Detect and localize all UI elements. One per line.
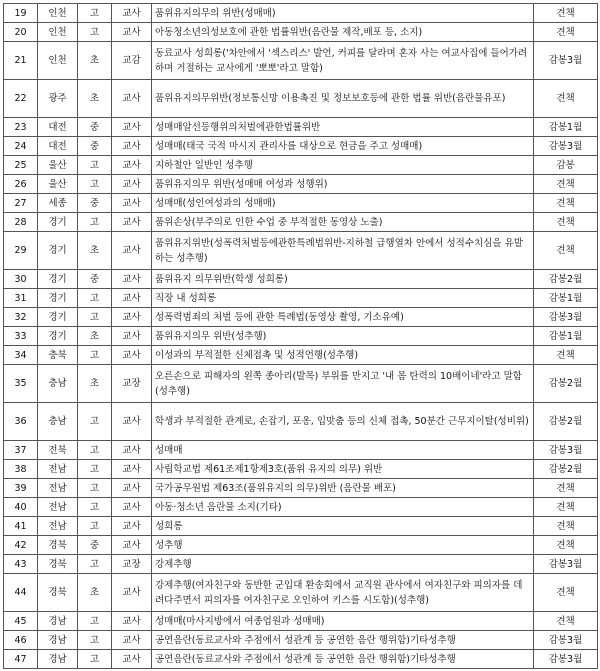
- cell-position: 교사: [112, 194, 152, 213]
- table-row: [4, 23, 598, 42]
- cell-school-level: 중: [78, 270, 112, 289]
- cell-region: 전남: [38, 479, 78, 498]
- cell-position: 교사: [112, 517, 152, 536]
- cell-number: 39: [4, 479, 38, 498]
- cell-number: 29: [4, 232, 38, 270]
- cell-position: 교사: [112, 270, 152, 289]
- table-row: [4, 175, 598, 194]
- cell-disciplinary-action: 견책: [534, 80, 598, 118]
- cell-number: 24: [4, 137, 38, 156]
- cell-disciplinary-action: 견책: [534, 612, 598, 631]
- cell-region: 경북: [38, 536, 78, 555]
- cell-school-level: 초: [78, 80, 112, 118]
- cell-position: 교사: [112, 213, 152, 232]
- cell-disciplinary-action: 감봉3월: [534, 137, 598, 156]
- cell-region: 세종: [38, 194, 78, 213]
- cell-disciplinary-action: 감봉2월: [534, 460, 598, 479]
- cell-region: 대전: [38, 118, 78, 137]
- cell-region: 경북: [38, 555, 78, 574]
- table-row: [4, 650, 598, 669]
- cell-violation: 품위유지의무 위반(성추행): [152, 327, 534, 346]
- table-row: [4, 574, 598, 612]
- cell-region: 울산: [38, 175, 78, 194]
- cell-school-level: 초: [78, 232, 112, 270]
- table-row: [4, 80, 598, 118]
- cell-disciplinary-action: 견책: [534, 479, 598, 498]
- cell-violation: 공연음란(동료교사와 주점에서 성관계 등 공연한 음란 행위함)기타성추행: [152, 650, 534, 669]
- cell-disciplinary-action: 감봉1월: [534, 327, 598, 346]
- table-row: [4, 232, 598, 270]
- table-row: [4, 555, 598, 574]
- cell-region: 경기: [38, 232, 78, 270]
- cell-violation: 성폭력범죄의 처벌 등에 관한 특례법(동영상 촬영, 기소유예): [152, 308, 534, 327]
- cell-region: 전남: [38, 460, 78, 479]
- cell-violation: 성매매(마사지방에서 여종업원과 성매매): [152, 612, 534, 631]
- cell-position: 교사: [112, 460, 152, 479]
- cell-number: 42: [4, 536, 38, 555]
- cell-position: 교장: [112, 365, 152, 403]
- cell-disciplinary-action: 감봉3월: [534, 42, 598, 80]
- cell-region: 울산: [38, 156, 78, 175]
- cell-disciplinary-action: 감봉2월: [534, 403, 598, 441]
- table-row: [4, 213, 598, 232]
- cell-number: 32: [4, 308, 38, 327]
- cell-position: 교사: [112, 650, 152, 669]
- cell-violation: 품위유지위반(성폭력처벌등에관한특례법위반-지하철 급행열차 안에서 성적수치심을 유발하는 성추행): [152, 232, 534, 270]
- cell-school-level: 고: [78, 612, 112, 631]
- cell-school-level: 중: [78, 137, 112, 156]
- cell-position: 교사: [112, 308, 152, 327]
- cell-number: 25: [4, 156, 38, 175]
- cell-position: 교사: [112, 479, 152, 498]
- cell-number: 41: [4, 517, 38, 536]
- table-row: [4, 327, 598, 346]
- cell-region: 광주: [38, 80, 78, 118]
- cell-position: 교사: [112, 498, 152, 517]
- cell-region: 전남: [38, 498, 78, 517]
- cell-violation: 지하철안 일반인 성추행: [152, 156, 534, 175]
- table-row: [4, 289, 598, 308]
- cell-school-level: 초: [78, 327, 112, 346]
- cell-disciplinary-action: 감봉3월: [534, 650, 598, 669]
- cell-school-level: 고: [78, 650, 112, 669]
- cell-disciplinary-action: 견책: [534, 346, 598, 365]
- cell-school-level: 고: [78, 517, 112, 536]
- cell-disciplinary-action: 견책: [534, 194, 598, 213]
- cell-disciplinary-action: 견책: [534, 517, 598, 536]
- cell-number: 22: [4, 80, 38, 118]
- cell-disciplinary-action: 감봉1월: [534, 289, 598, 308]
- cell-violation: 강제추행: [152, 555, 534, 574]
- cell-region: 대전: [38, 137, 78, 156]
- cell-violation: 품위유지 의무위반(학생 성희롱): [152, 270, 534, 289]
- cell-position: 교사: [112, 175, 152, 194]
- cell-region: 경기: [38, 327, 78, 346]
- cell-school-level: 고: [78, 555, 112, 574]
- cell-disciplinary-action: 감봉2월: [534, 365, 598, 403]
- table-row: [4, 536, 598, 555]
- table-row: [4, 118, 598, 137]
- cell-violation: 이성과의 부적절한 신체접촉 및 성적언행(성추행): [152, 346, 534, 365]
- cell-position: 교장: [112, 555, 152, 574]
- cell-disciplinary-action: 견책: [534, 574, 598, 612]
- cell-violation: 품위손상(부주의로 인한 수업 중 부적절한 동영상 노출): [152, 213, 534, 232]
- cell-region: 경남: [38, 650, 78, 669]
- cell-region: 경북: [38, 574, 78, 612]
- cell-disciplinary-action: 감봉: [534, 156, 598, 175]
- cell-violation: 사립학교법 제61조제1항제3호(품위 유지의 의무) 위반: [152, 460, 534, 479]
- cell-number: 26: [4, 175, 38, 194]
- cell-school-level: 중: [78, 536, 112, 555]
- cell-region: 경남: [38, 631, 78, 650]
- cell-disciplinary-action: 견책: [534, 536, 598, 555]
- cell-number: 44: [4, 574, 38, 612]
- table-row: [4, 365, 598, 403]
- table-row: [4, 612, 598, 631]
- table-row: [4, 460, 598, 479]
- table-row: [4, 346, 598, 365]
- cell-number: 36: [4, 403, 38, 441]
- cell-disciplinary-action: 견책: [534, 498, 598, 517]
- cell-position: 교사: [112, 4, 152, 23]
- cell-school-level: 고: [78, 156, 112, 175]
- cell-violation: 성희롱: [152, 517, 534, 536]
- cell-number: 43: [4, 555, 38, 574]
- cell-region: 충남: [38, 365, 78, 403]
- cell-violation: 국가공무원법 제63조(품위유지의 의무)위반 (음란물 배포): [152, 479, 534, 498]
- cell-position: 교사: [112, 289, 152, 308]
- cell-disciplinary-action: 감봉3월: [534, 631, 598, 650]
- cell-region: 전북: [38, 441, 78, 460]
- cell-position: 교사: [112, 574, 152, 612]
- cell-region: 인천: [38, 23, 78, 42]
- cell-violation: 성매매: [152, 441, 534, 460]
- cell-position: 교감: [112, 42, 152, 80]
- cell-number: 47: [4, 650, 38, 669]
- cell-disciplinary-action: 감봉1월: [534, 118, 598, 137]
- table-row: [4, 441, 598, 460]
- cell-number: 28: [4, 213, 38, 232]
- cell-region: 경기: [38, 289, 78, 308]
- cell-number: 46: [4, 631, 38, 650]
- cell-school-level: 고: [78, 346, 112, 365]
- table-body: [4, 4, 598, 669]
- discipline-table: [3, 3, 598, 669]
- cell-disciplinary-action: 감봉3월: [534, 441, 598, 460]
- cell-region: 충북: [38, 346, 78, 365]
- table-row: [4, 4, 598, 23]
- cell-region: 인천: [38, 4, 78, 23]
- cell-number: 23: [4, 118, 38, 137]
- cell-number: 30: [4, 270, 38, 289]
- cell-region: 경기: [38, 270, 78, 289]
- cell-violation: 강제추행(여자친구와 동반한 군입대 환송회에서 교직원 관사에서 여자친구와 피의자를 데려다주면서 피의자를 여자친구로 오인하여 키스를 시도함)(성추행): [152, 574, 534, 612]
- cell-region: 경기: [38, 213, 78, 232]
- cell-school-level: 고: [78, 213, 112, 232]
- cell-position: 교사: [112, 156, 152, 175]
- cell-school-level: 고: [78, 308, 112, 327]
- cell-number: 21: [4, 42, 38, 80]
- cell-violation: 성추행: [152, 536, 534, 555]
- cell-school-level: 고: [78, 498, 112, 517]
- table-row: [4, 137, 598, 156]
- cell-violation: 아동·청소년 음란물 소지(기타): [152, 498, 534, 517]
- cell-disciplinary-action: 견책: [534, 4, 598, 23]
- cell-violation: 동료교사 성희롱('차안에서 '섹스리스' 발언, 커피를 달라며 혼자 사는 여교사집에 들어가려 하며 거절하는 교사에게 '뽀뽀'라고 말함): [152, 42, 534, 80]
- cell-school-level: 고: [78, 460, 112, 479]
- table-row: [4, 479, 598, 498]
- cell-position: 교사: [112, 631, 152, 650]
- cell-disciplinary-action: 감봉3월: [534, 555, 598, 574]
- cell-disciplinary-action: 견책: [534, 175, 598, 194]
- cell-violation: 학생과 부적절한 관계로, 손잡기, 포옹, 입맞춤 등의 신체 접촉, 50분간 근무지이탈(성비위): [152, 403, 534, 441]
- cell-school-level: 초: [78, 42, 112, 80]
- table-row: [4, 517, 598, 536]
- table-row: [4, 498, 598, 517]
- cell-school-level: 고: [78, 23, 112, 42]
- cell-school-level: 고: [78, 175, 112, 194]
- cell-number: 19: [4, 4, 38, 23]
- cell-number: 34: [4, 346, 38, 365]
- cell-violation: 성매매알선등행위의처벌에관한법률위반: [152, 118, 534, 137]
- cell-violation: 성매매(태국 국적 마시지 관리사를 대상으로 현금을 주고 성매매): [152, 137, 534, 156]
- table-row: [4, 42, 598, 80]
- table-row: [4, 194, 598, 213]
- cell-school-level: 고: [78, 289, 112, 308]
- cell-school-level: 고: [78, 631, 112, 650]
- cell-position: 교사: [112, 137, 152, 156]
- cell-position: 교사: [112, 327, 152, 346]
- cell-school-level: 초: [78, 365, 112, 403]
- cell-region: 전남: [38, 517, 78, 536]
- table-row: [4, 631, 598, 650]
- cell-position: 교사: [112, 346, 152, 365]
- cell-region: 인천: [38, 42, 78, 80]
- cell-position: 교사: [112, 232, 152, 270]
- cell-disciplinary-action: 감봉3월: [534, 308, 598, 327]
- cell-number: 37: [4, 441, 38, 460]
- cell-violation: 공연음란(동료교사와 주점에서 성관계 등 공연한 음란 행위함)기타성추행: [152, 631, 534, 650]
- cell-position: 교사: [112, 118, 152, 137]
- cell-school-level: 중: [78, 194, 112, 213]
- table-row: [4, 308, 598, 327]
- cell-violation: 품위유지의무 위반(성매매 여성과 성행위): [152, 175, 534, 194]
- cell-region: 충남: [38, 403, 78, 441]
- cell-disciplinary-action: 감봉2월: [534, 270, 598, 289]
- cell-number: 20: [4, 23, 38, 42]
- cell-violation: 오른손으로 피해자의 왼쪽 종아리(발목) 부위를 만지고 '내 몸 탄력의 10배이네'라고 말함(성추행): [152, 365, 534, 403]
- cell-position: 교사: [112, 612, 152, 631]
- cell-region: 경남: [38, 612, 78, 631]
- cell-number: 31: [4, 289, 38, 308]
- cell-number: 35: [4, 365, 38, 403]
- cell-position: 교사: [112, 23, 152, 42]
- cell-number: 40: [4, 498, 38, 517]
- cell-school-level: 고: [78, 441, 112, 460]
- cell-region: 경기: [38, 308, 78, 327]
- cell-position: 교사: [112, 80, 152, 118]
- cell-school-level: 고: [78, 479, 112, 498]
- cell-number: 27: [4, 194, 38, 213]
- cell-position: 교사: [112, 441, 152, 460]
- cell-disciplinary-action: 견책: [534, 232, 598, 270]
- cell-disciplinary-action: 견책: [534, 23, 598, 42]
- cell-number: 45: [4, 612, 38, 631]
- cell-violation: 품위유지의무의 위반(성매매): [152, 4, 534, 23]
- cell-disciplinary-action: 견책: [534, 213, 598, 232]
- cell-school-level: 고: [78, 4, 112, 23]
- cell-school-level: 초: [78, 574, 112, 612]
- cell-position: 교사: [112, 403, 152, 441]
- cell-violation: 성매매(성인여성과의 성매매): [152, 194, 534, 213]
- cell-school-level: 중: [78, 118, 112, 137]
- cell-violation: 품위유지의무위반(정보통신망 이용촉진 및 정보보호등에 관한 법률 위반(음란물유포): [152, 80, 534, 118]
- table-row: [4, 270, 598, 289]
- cell-number: 38: [4, 460, 38, 479]
- table-row: [4, 403, 598, 441]
- cell-position: 교사: [112, 536, 152, 555]
- table-row: [4, 156, 598, 175]
- cell-number: 33: [4, 327, 38, 346]
- cell-violation: 직장 내 성희롱: [152, 289, 534, 308]
- cell-school-level: 고: [78, 403, 112, 441]
- cell-violation: 아동청소년의성보호에 관한 법률위반(음란물 제작,배포 등, 소지): [152, 23, 534, 42]
